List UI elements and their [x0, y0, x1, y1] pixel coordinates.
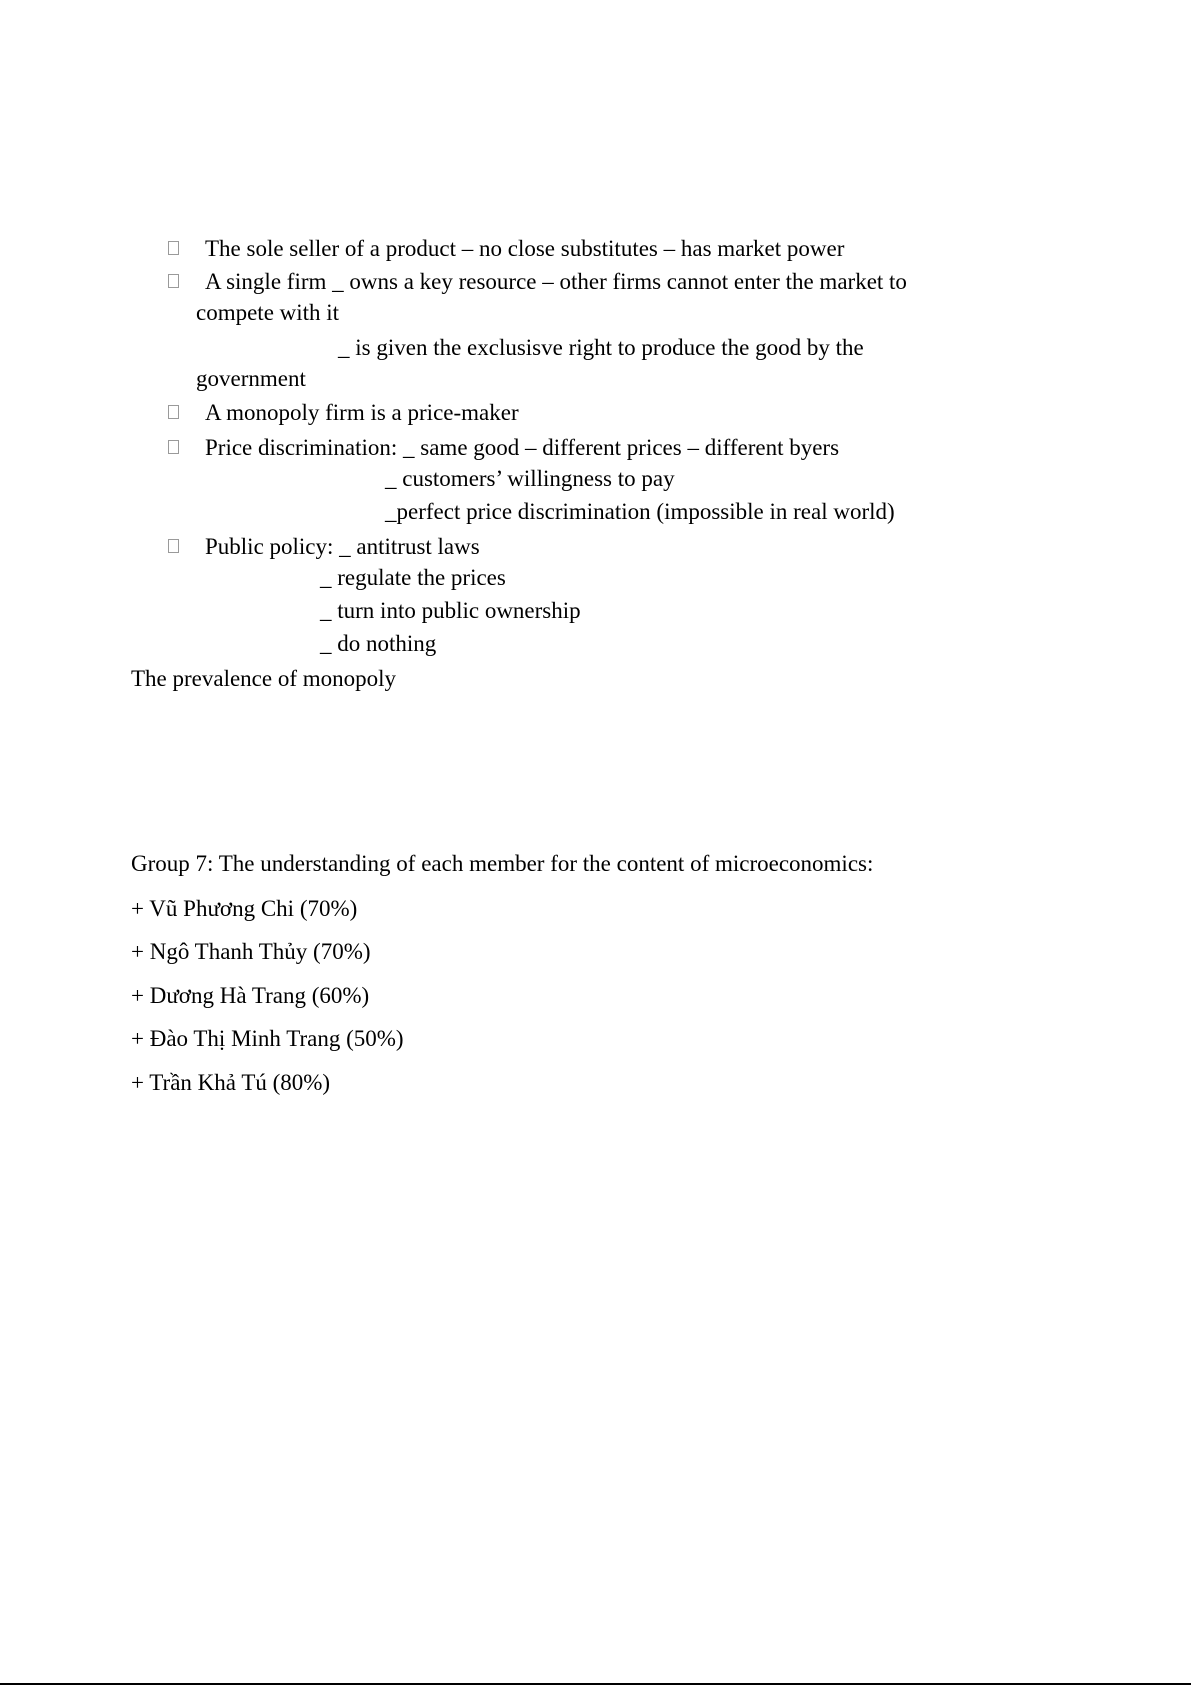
bullet-box-icon [168, 405, 179, 419]
member-item: + Dương Hà Trang (60%) [131, 983, 370, 1008]
bullet-box-icon [168, 274, 179, 288]
bullet-box-icon [168, 440, 179, 454]
bullet-text-continuation: government [196, 366, 306, 391]
member-item: + Ngô Thanh Thủy (70%) [131, 939, 371, 964]
bullet-text-continuation: _perfect price discrimination (impossible in real world) [385, 499, 895, 524]
member-item: + Vũ Phương Chi (70%) [131, 896, 358, 921]
bullet-text: A monopoly firm is a price-maker [205, 400, 519, 425]
bullet-text: A single firm _ owns a key resource – other firms cannot enter the market to [205, 269, 907, 294]
bullet-text: The sole seller of a product – no close substitutes – has market power [205, 236, 845, 261]
member-item: + Đào Thị Minh Trang (50%) [131, 1026, 404, 1051]
bullet-box-icon [168, 241, 179, 255]
bullet-text-continuation: _ do nothing [320, 631, 437, 656]
bullet-text: Public policy: _ antitrust laws [205, 534, 480, 559]
section-title: The prevalence of monopoly [131, 666, 397, 691]
group-heading: Group 7: The understanding of each member for the content of microeconomics: [131, 851, 874, 876]
bullet-text-continuation: _ turn into public ownership [320, 598, 581, 623]
bullet-text-continuation: compete with it [196, 300, 340, 325]
bullet-text-continuation: _ is given the exclusisve right to produce the good by the [338, 335, 864, 360]
bullet-text: Price discrimination: _ same good – different prices – different byers [205, 435, 840, 460]
bullet-text-continuation: _ regulate the prices [320, 565, 506, 590]
bullet-box-icon [168, 539, 179, 553]
member-item: + Trần Khả Tú (80%) [131, 1070, 331, 1095]
bullet-text-continuation: _ customers’ willingness to pay [385, 466, 675, 491]
